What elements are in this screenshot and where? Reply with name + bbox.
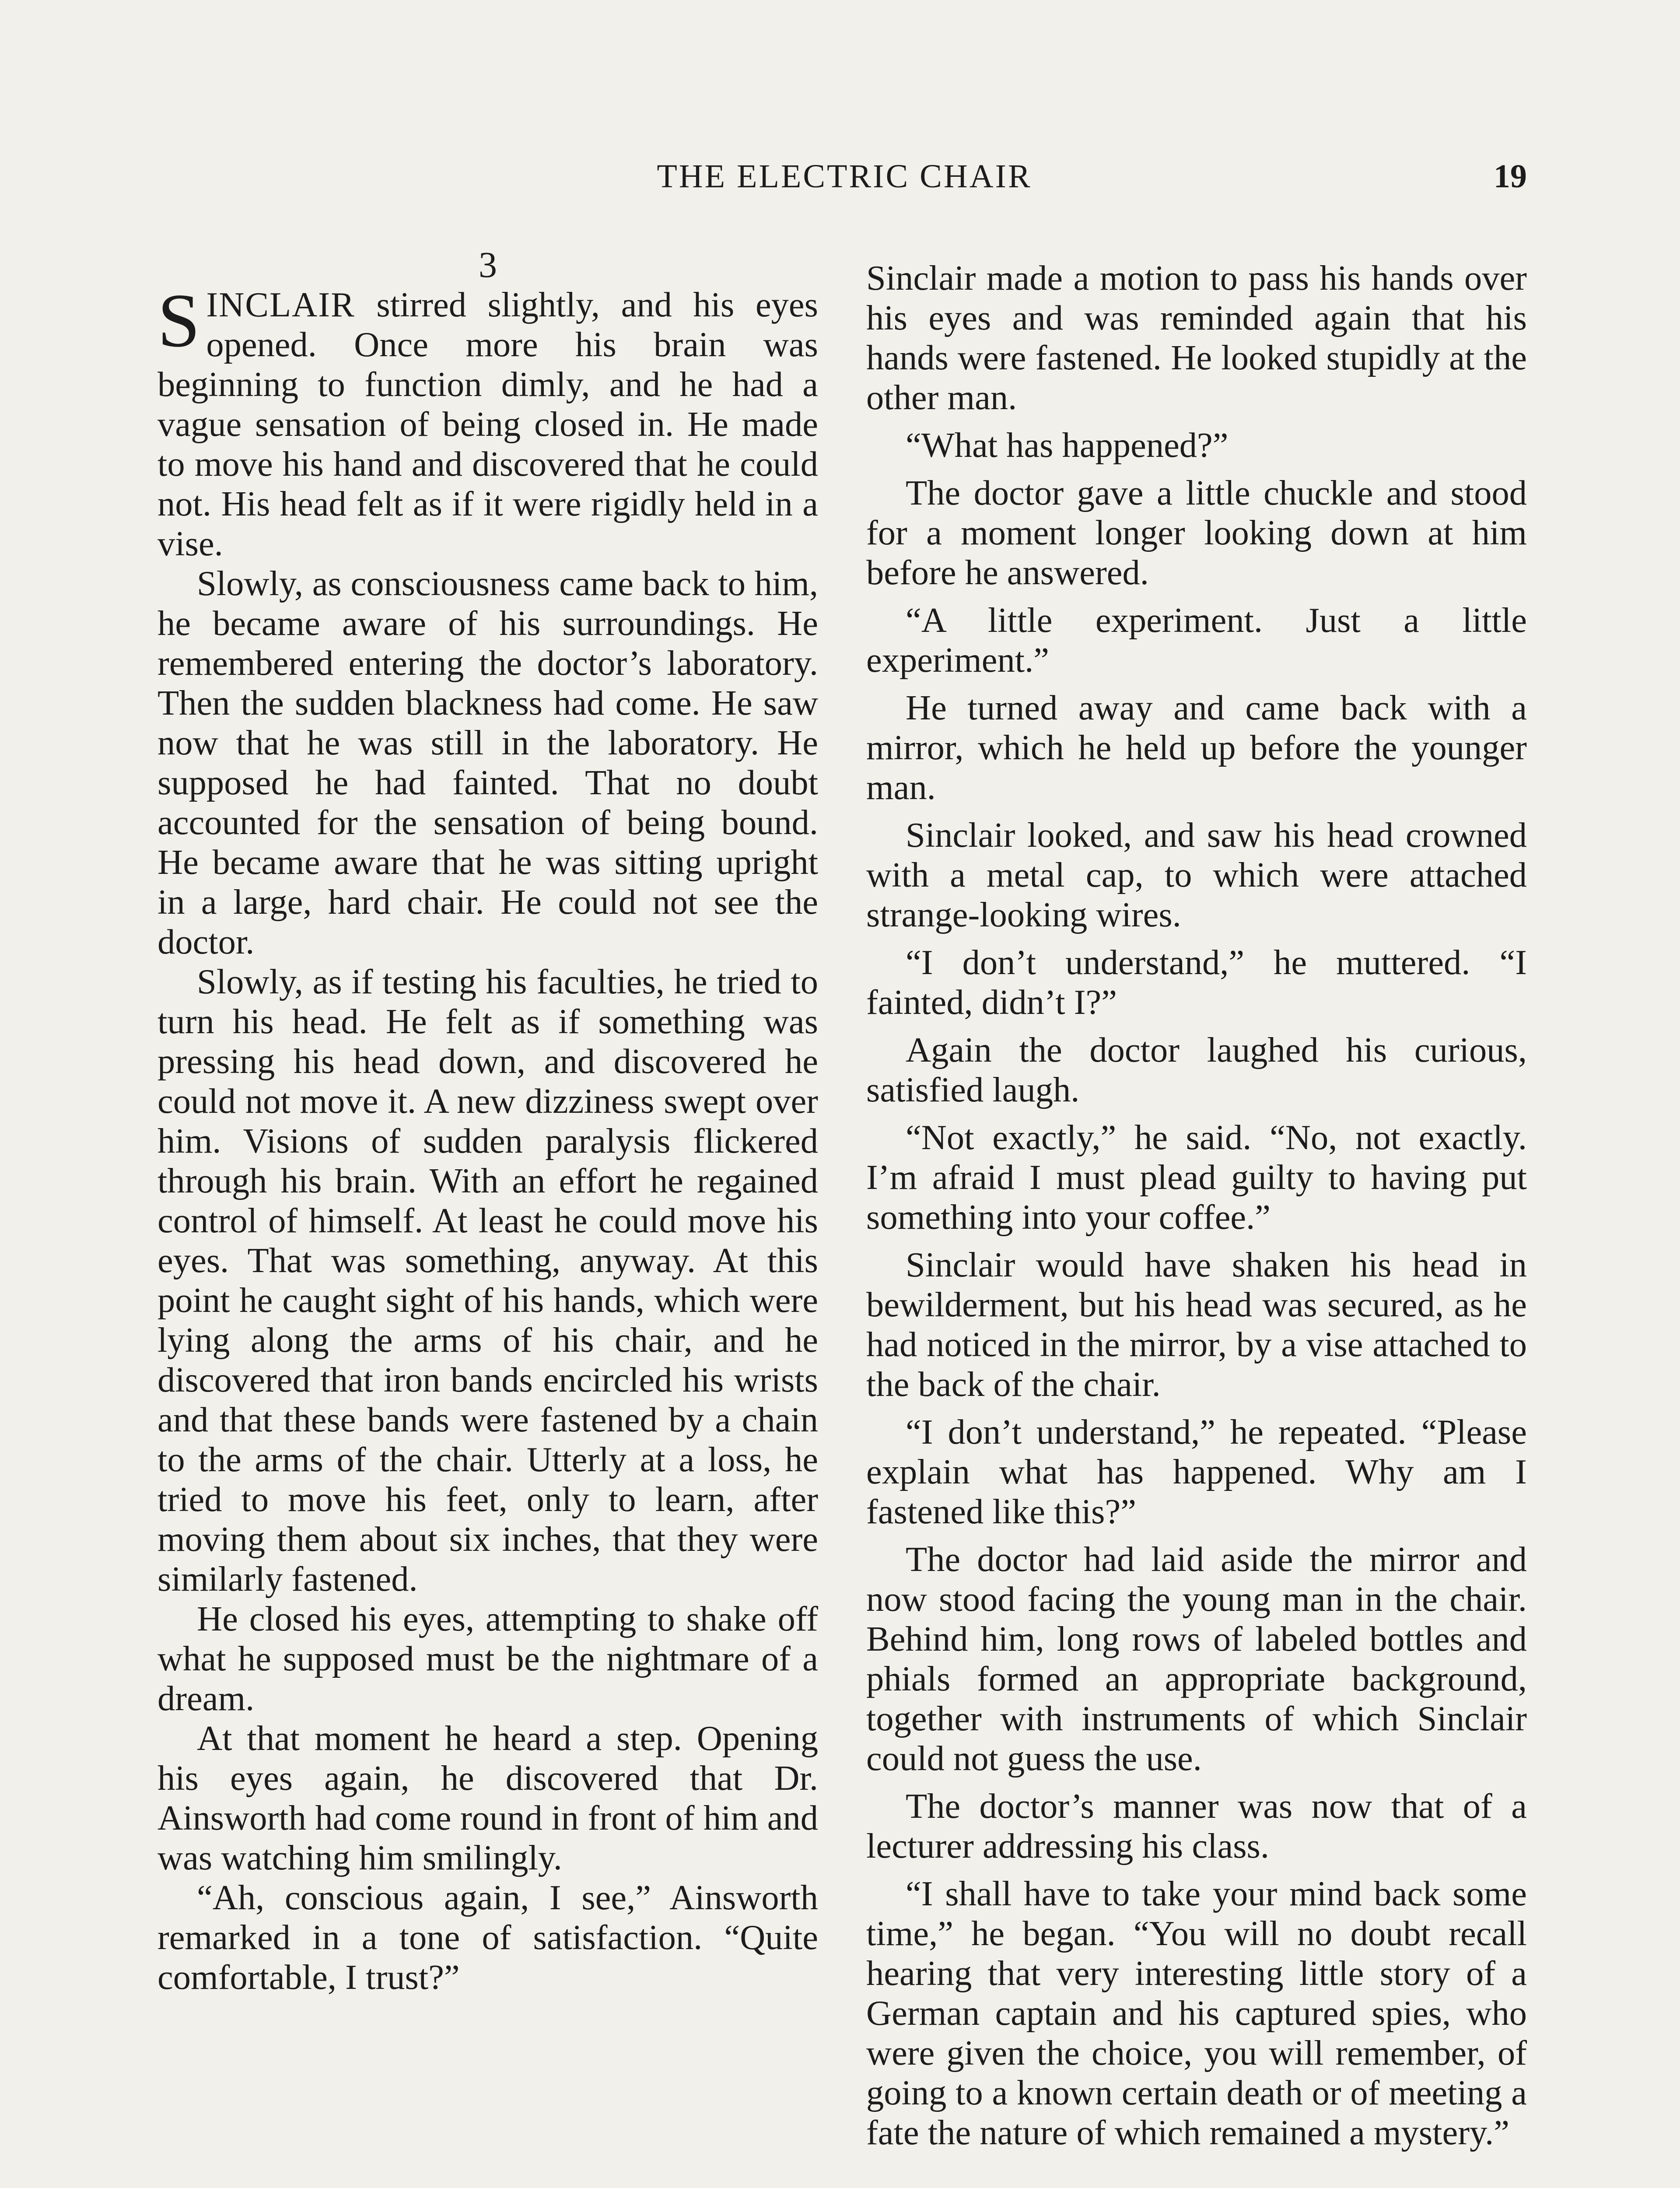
paragraph: “Ah, conscious again, I see,” Ainsworth remarked in a tone of satisfaction. “Quite comfortable, I trust?” — [158, 1878, 818, 1997]
paragraph — [158, 278, 818, 564]
left-column — [158, 245, 818, 1997]
paragraph: The doctor’s manner was now that of a lecturer addressing his class. — [866, 1787, 1527, 1865]
chapter-number: 3 — [479, 245, 497, 285]
drop-cap: S — [158, 278, 200, 363]
paragraph: Sinclair would have shaken his head in bewilderment, but his head was secured, as he had noticed in the mirror, by a vise attached to the back of the chair. — [866, 1245, 1527, 1404]
paragraph: Again the doctor laughed his curious, satisfied laugh. — [866, 1031, 1527, 1109]
paragraph: Sinclair made a motion to pass his hands over his eyes and was reminded again that his hands were fastened. He looked stupidly at the other man. — [866, 259, 1527, 417]
page-header — [162, 158, 1527, 206]
paragraph: “I don’t understand,” he muttered. “I fainted, didn’t I?” — [866, 943, 1527, 1022]
paragraph: “What has happened?” — [906, 426, 1228, 465]
opening-name: INCLAIR — [206, 285, 355, 324]
paragraph: Sinclair looked, and saw his head crowned with a metal cap, to which were attached strange-looking wires. — [866, 816, 1527, 934]
paragraph: The doctor had laid aside the mirror and now stood facing the young man in the chair. Behind him, long rows of labeled bottles and phials formed an appropriate background, together with instruments of which Sinclair could not guess the use. — [866, 1540, 1527, 1778]
running-title: THE ELECTRIC CHAIR — [657, 158, 1032, 195]
paragraph: “Not exactly,” he said. “No, not exactly. I’m afraid I must plead guilty to having put something into your coffee.” — [866, 1118, 1527, 1237]
paragraph: “I don’t understand,” he repeated. “Please explain what has happened. Why am I fastened like this?” — [866, 1413, 1527, 1531]
paragraph-text: stirred slightly, and his eyes opened. Once more his brain was beginning to function dimly, and he had a vague sensation of being closed in. He made to move his hand and discovered that he could not. His head felt as if it were rigidly held in a vise. — [158, 285, 818, 563]
paragraph: Slowly, as consciousness came back to him, he became aware of his surroundings. He remembered entering the doctor’s laboratory. Then the sudden blackness had come. He saw now that he was still in the laboratory. He supposed he had fainted. That no doubt accounted for the sensation of being bound. He became aware that he was sitting upright in a large, hard chair. He could not see the doctor. — [158, 564, 818, 961]
paragraph: “A little experiment. Just a little experiment.” — [866, 601, 1527, 680]
paragraph: The doctor gave a little chuckle and stood for a moment longer looking down at him before he answered. — [866, 473, 1527, 592]
paragraph: At that moment he heard a step. Opening his eyes again, he discovered that Dr. Ainsworth had come round in front of him and was watching him smilingly. — [158, 1719, 818, 1877]
right-column — [866, 258, 1527, 2160]
paragraph: Slowly, as if testing his faculties, he tried to turn his head. He felt as if something was pressing his head down, and discovered he could not move it. A new dizziness swept over him. Visions of sudden paralysis flickered through his brain. With an effort he regained control of himself. At least he could move his eyes. That was something, anyway. At this point he caught sight of his hands, which were lying along the arms of his chair, and he discovered that iron bands encircled his wrists and that these bands were fastened by a chain to the arms of the chair. Utterly at a loss, he tried to move his feet, only to learn, after moving them about six inches, that they were similarly fastened. — [158, 962, 818, 1599]
paragraph: “I shall have to take your mind back some time,” he began. “You will no doubt recall hearing that very interesting little story of a German captain and his captured spies, who were given the choice, you will remember, of going to a known certain death or of meeting a fate the nature of which remained a mystery.” — [866, 1874, 1527, 2152]
paragraph: He turned away and came back with a mirror, which he held up before the younger man. — [866, 688, 1527, 807]
paragraph: He closed his eyes, attempting to shake off what he supposed must be the nightmare of a dream. — [158, 1599, 818, 1718]
page-number: 19 — [1494, 158, 1527, 195]
